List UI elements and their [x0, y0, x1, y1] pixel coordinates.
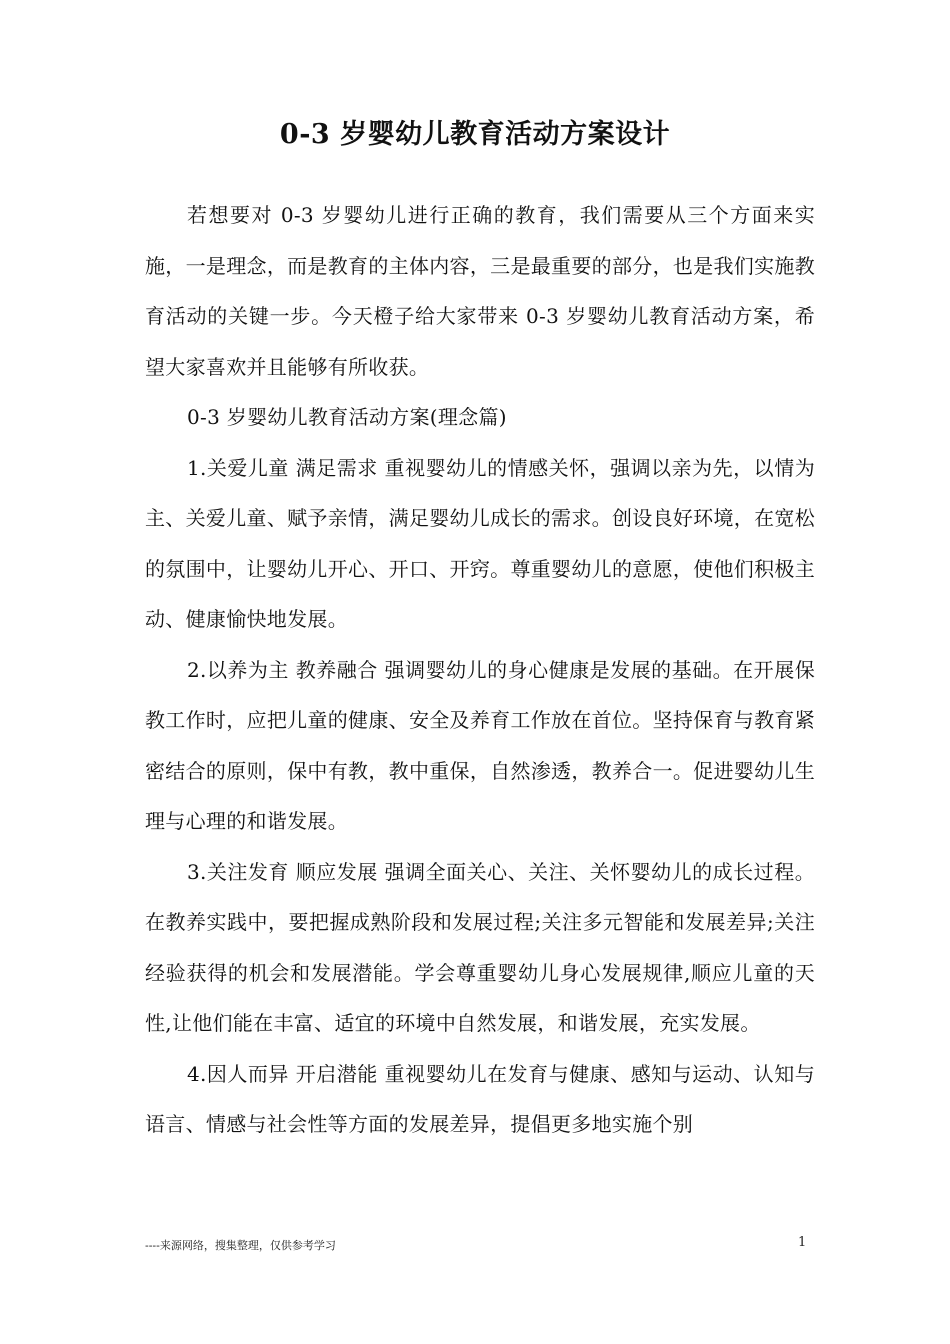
- page-number: 1: [798, 1235, 807, 1250]
- paragraph-item-1: 1.关爱儿童 满足需求 重视婴幼儿的情感关怀，强调以亲为先，以情为主、关爱儿童、赋予亲情，满足婴幼儿成长的需求。创设良好环境，在宽松的氛围中，让婴幼儿开心、开口、开窍。尊重婴幼儿的意愿，使他们积极主动、健康愉快地发展。: [145, 455, 815, 631]
- paragraph-section-heading: 0-3 岁婴幼儿教育活动方案(理念篇): [187, 405, 507, 429]
- paragraph-item-3: 3.关注发育 顺应发展 强调全面关心、关注、关怀婴幼儿的成长过程。在教养实践中，要把握成熟阶段和发展过程;关注多元智能和发展差异;关注经验获得的机会和发展潜能。学会尊重婴幼儿身心发展规律,顺应儿童的天性,让他们能在丰富、适宜的环境中自然发展，和谐发展，充实发展。: [145, 859, 815, 1035]
- document-body: [145, 190, 815, 1150]
- page-title: 0-3 岁婴幼儿教育活动方案设计: [279, 119, 671, 150]
- footer-source-note: ----来源网络，搜集整理，仅供参考学习: [145, 1239, 336, 1252]
- paragraph-item-2: 2.以养为主 教养融合 强调婴幼儿的身心健康是发展的基础。在开展保教工作时，应把儿童的健康、安全及养育工作放在首位。坚持保育与教育紧密结合的原则，保中有教，教中重保，自然渗透，教养合一。促进婴幼儿生理与心理的和谐发展。: [145, 657, 815, 833]
- paragraph-item-4: 4.因人而异 开启潜能 重视婴幼儿在发育与健康、感知与运动、认知与语言、情感与社会性等方面的发展差异，提倡更多地实施个别: [145, 1061, 815, 1136]
- paragraph-intro: 若想要对 0-3 岁婴幼儿进行正确的教育，我们需要从三个方面来实施，一是理念，而是教育的主体内容，三是最重要的部分，也是我们实施教育活动的关键一步。今天橙子给大家带来 0-3 岁婴幼儿教育活动方案，希望大家喜欢并且能够有所收获。: [145, 203, 815, 379]
